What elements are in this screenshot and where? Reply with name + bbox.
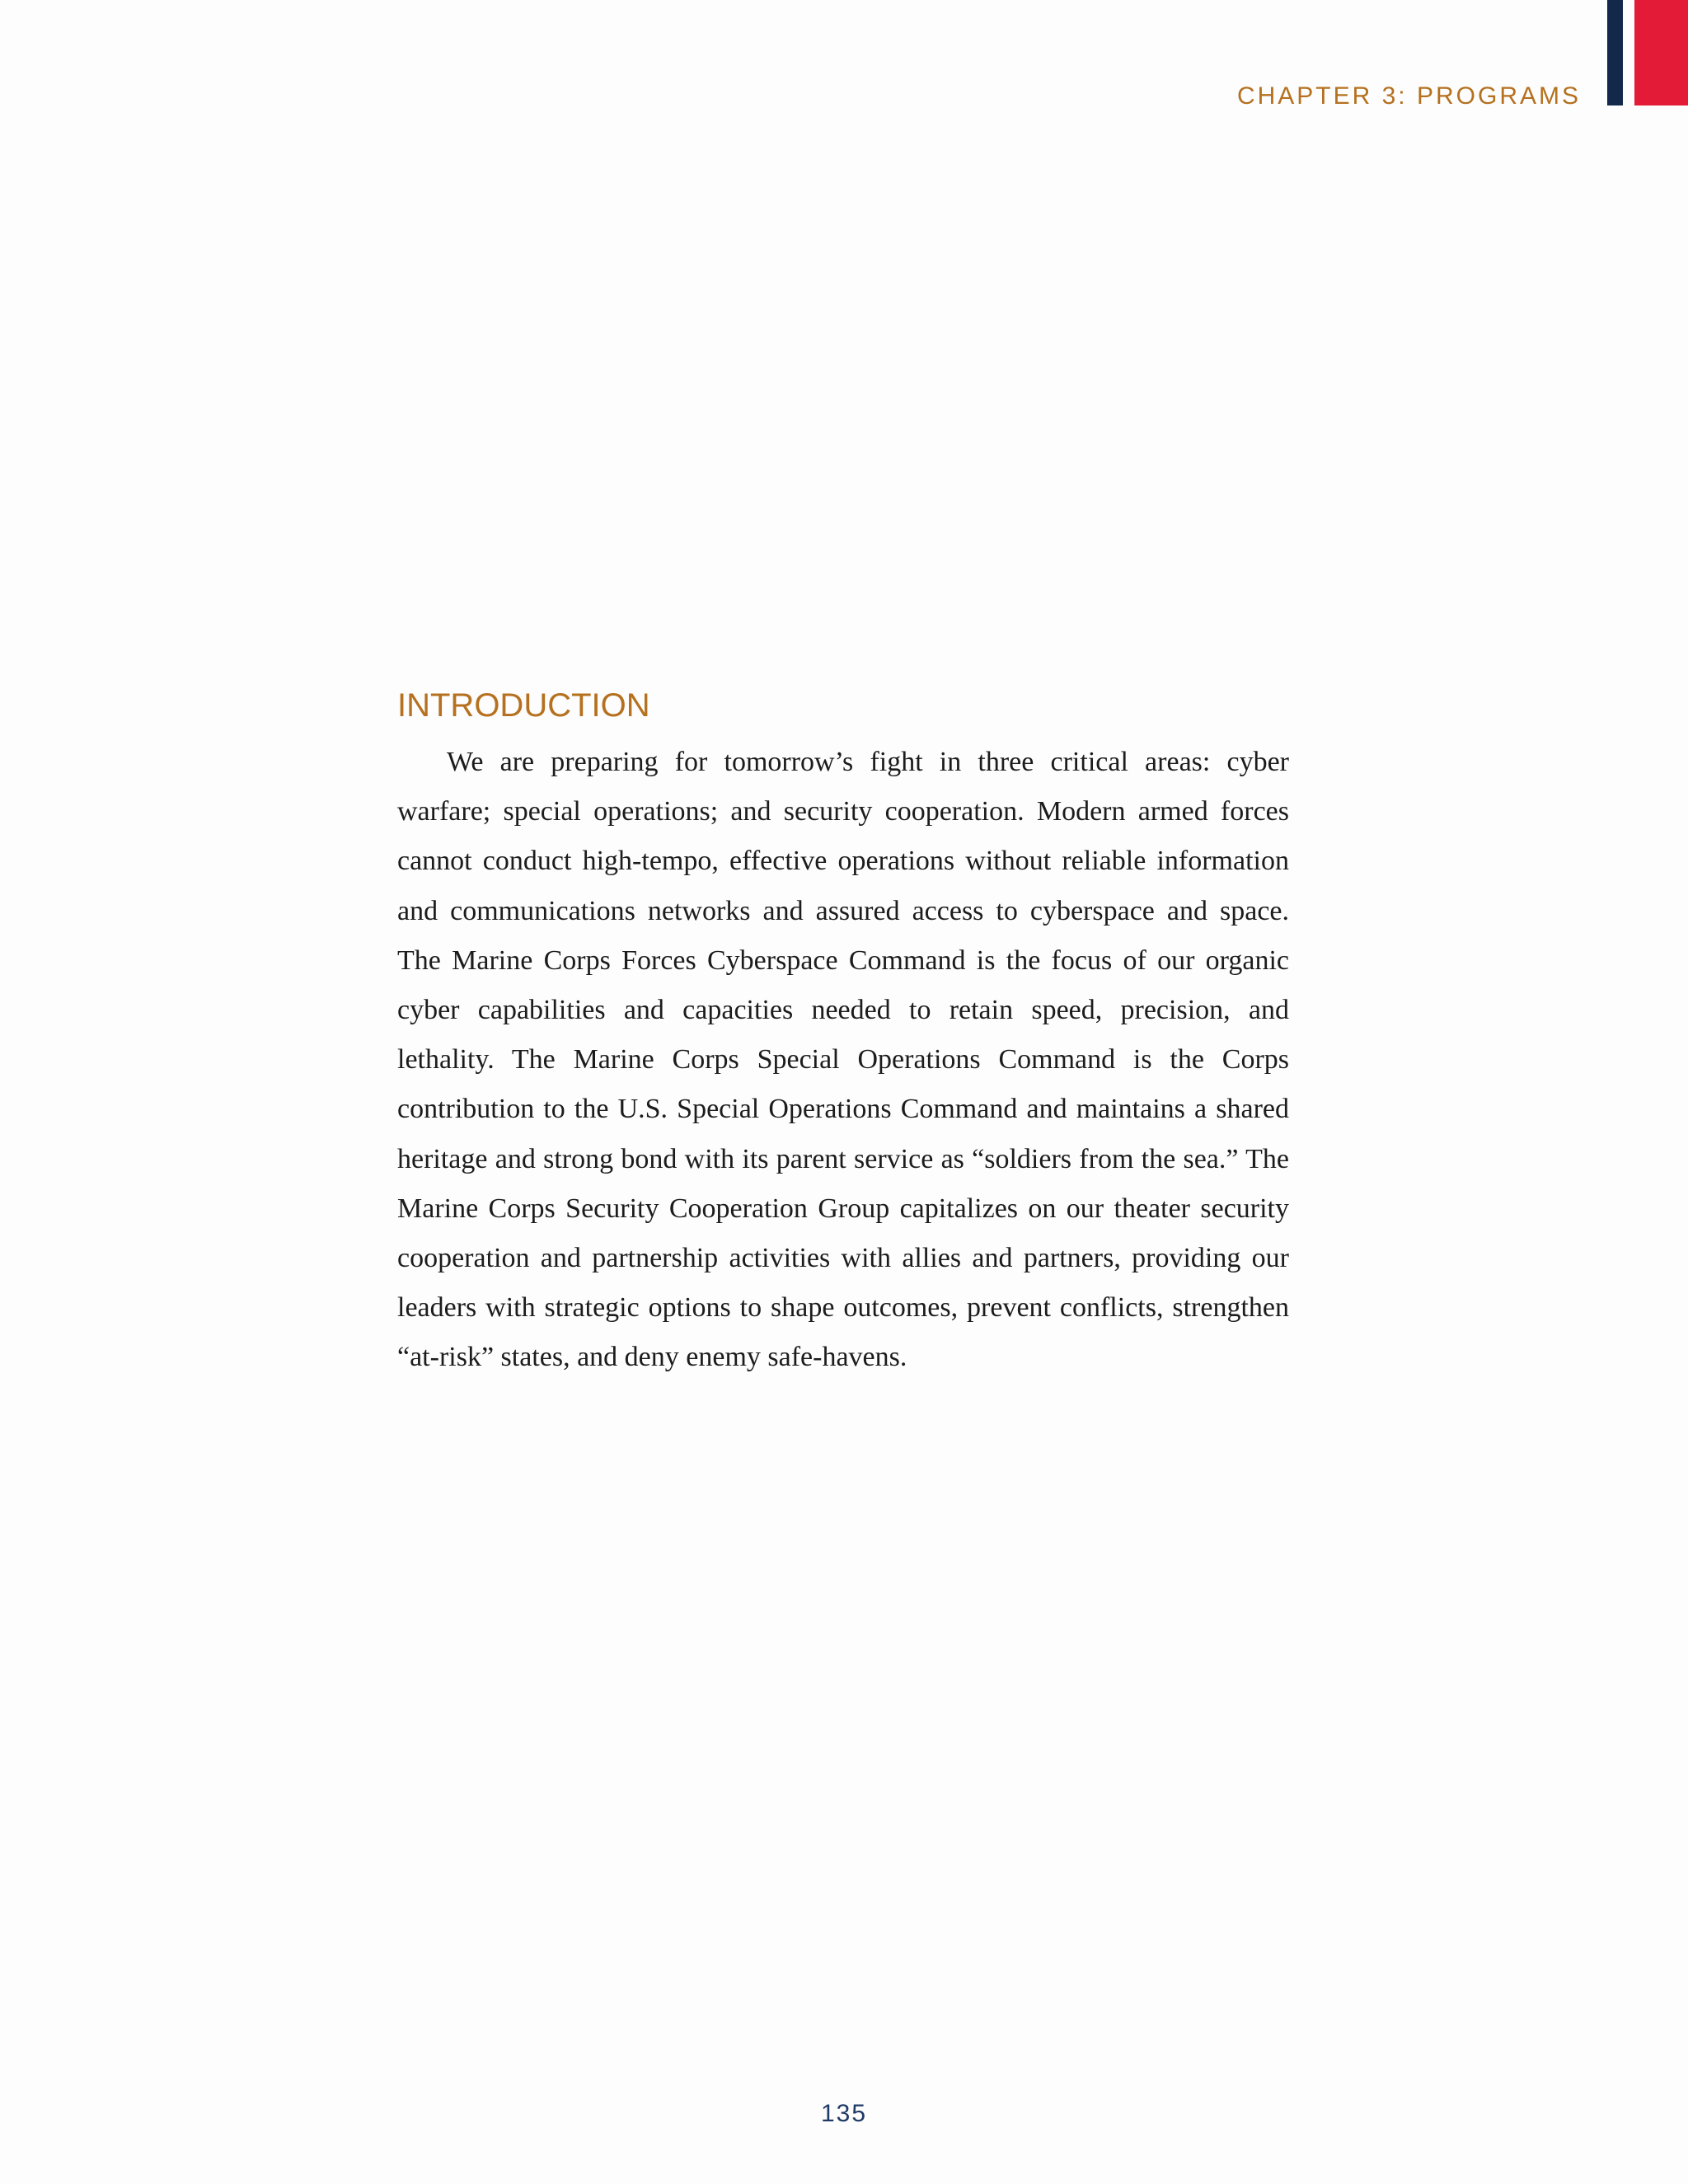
chapter-tab-marker — [1607, 0, 1688, 105]
page-number: 135 — [820, 2100, 868, 2127]
body-paragraph: We are preparing for tomorrow’s fight in three critical areas: cyber warfare; special operations; and security cooperation. Modern armed forces cannot conduct high-tempo, effective operations without reliable information and communications networks and assured access to cyberspace and space. The Marine Corps Forces Cyberspace Command is the focus of our organic cyber capabilities and capacities needed to retain speed, precision, and lethality. The Marine Corps Special Operations Command is the Corps contribution to the U.S. Special Operations Command and maintains a shared heritage and strong bond with its parent service as “soldiers from the sea.” The Marine Corps Security Cooperation Group capitalizes on our theater security cooperation and partnership activities with allies and partners, providing our leaders with strategic options to shape outcomes, prevent conflicts, strengthen “at-risk” states, and deny enemy safe-havens. — [397, 747, 1289, 1373]
tab-navy-stripe — [1607, 0, 1623, 105]
tab-red-block — [1634, 0, 1688, 105]
running-header: CHAPTER 3: PROGRAMS — [1236, 82, 1581, 110]
section-heading: INTRODUCTION — [397, 687, 650, 724]
